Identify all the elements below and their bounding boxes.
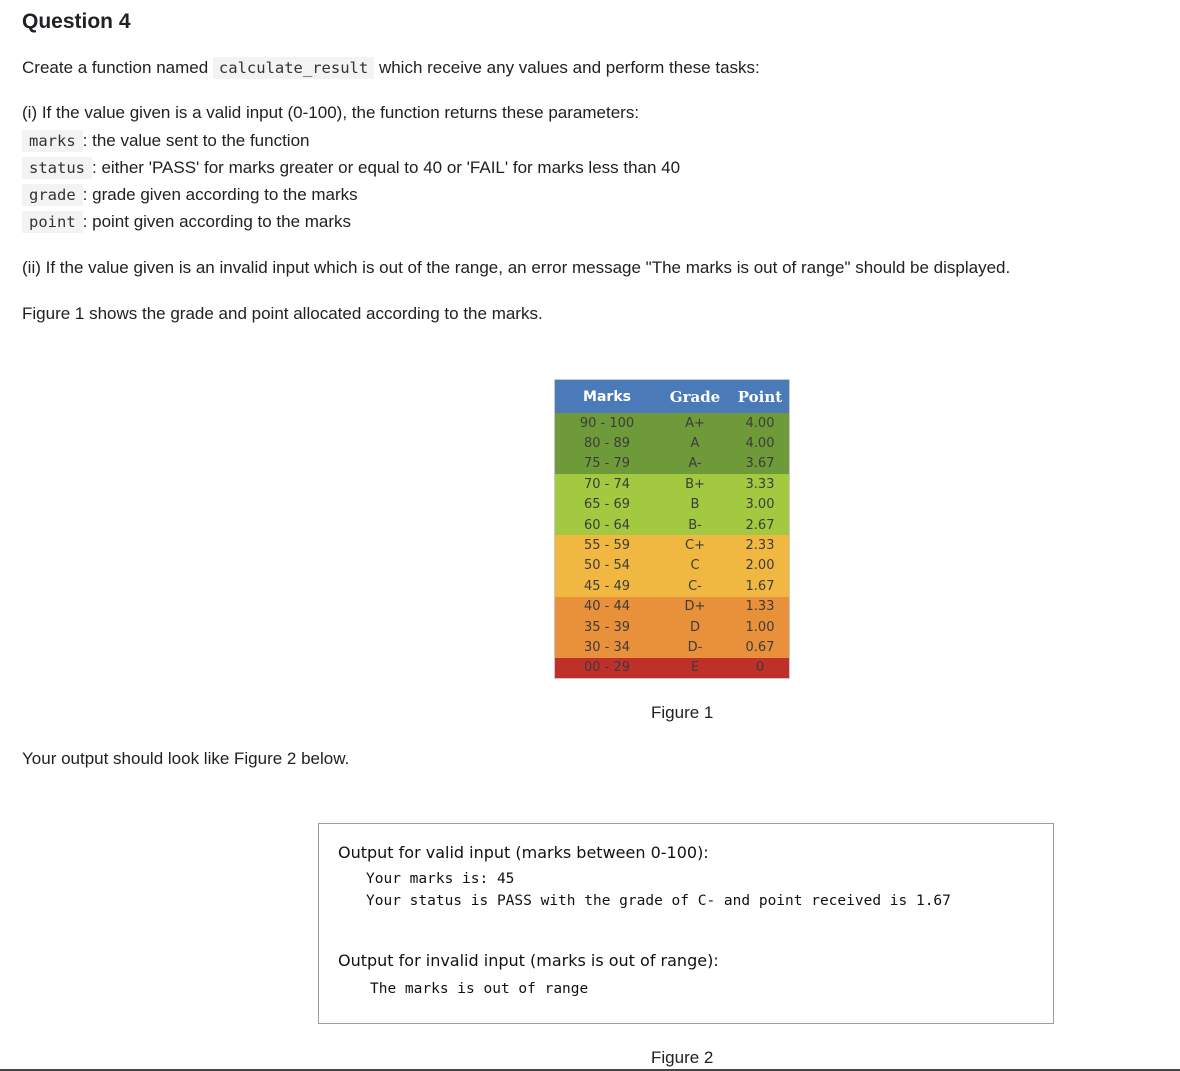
param-name: marks bbox=[22, 130, 83, 152]
invalid-output-line1: The marks is out of range bbox=[370, 981, 589, 997]
grade-row bbox=[555, 515, 789, 535]
point-cell: 3.67 bbox=[745, 456, 775, 472]
figure2-caption: Figure 2 bbox=[651, 1048, 714, 1067]
grade-row bbox=[555, 433, 789, 453]
point-cell: 3.33 bbox=[745, 476, 775, 492]
header-marks: Marks bbox=[583, 388, 631, 405]
grade-table bbox=[554, 379, 790, 679]
intro-line bbox=[22, 57, 760, 79]
param-marks bbox=[22, 129, 310, 153]
param-name: status bbox=[22, 157, 92, 179]
grade-table-header bbox=[555, 380, 789, 413]
header-point: Point bbox=[737, 387, 783, 406]
marks-cell: 70 - 74 bbox=[583, 476, 631, 492]
grade-row bbox=[555, 658, 789, 678]
marks-cell: 55 - 59 bbox=[583, 538, 631, 554]
point-cell: 0 bbox=[755, 660, 765, 676]
part-i-text: (i) If the value given is a valid input (0-100), the function returns these parameters: bbox=[22, 103, 640, 122]
param-grade bbox=[22, 183, 358, 207]
point-cell: 2.33 bbox=[745, 538, 775, 554]
valid-output-line2: Your status is PASS with the grade of C- and point received is 1.67 bbox=[366, 893, 951, 909]
marks-cell: 60 - 64 bbox=[583, 517, 631, 533]
param-desc: : either 'PASS' for marks greater or equal to 40 or 'FAIL' for marks less than 40 bbox=[92, 158, 681, 177]
param-point bbox=[22, 210, 351, 234]
marks-cell: 90 - 100 bbox=[579, 415, 635, 431]
point-cell: 2.67 bbox=[745, 517, 775, 533]
grade-cell: A+ bbox=[685, 415, 705, 431]
param-desc: : the value sent to the function bbox=[82, 131, 310, 150]
point-cell: 1.00 bbox=[745, 619, 775, 635]
grade-row bbox=[555, 495, 789, 515]
param-status bbox=[22, 156, 680, 180]
param-desc: : point given according to the marks bbox=[82, 212, 352, 231]
grade-row bbox=[555, 535, 789, 555]
marks-cell: 35 - 39 bbox=[583, 619, 631, 635]
marks-cell: 75 - 79 bbox=[583, 456, 631, 472]
grade-cell: D- bbox=[687, 639, 703, 655]
grade-cell: D+ bbox=[684, 599, 706, 615]
marks-cell: 80 - 89 bbox=[583, 436, 631, 452]
marks-cell: 50 - 54 bbox=[583, 558, 631, 574]
point-cell: 3.00 bbox=[745, 497, 775, 513]
intro-prefix: Create a function named bbox=[22, 58, 209, 77]
function-name-code: calculate_result bbox=[213, 57, 374, 79]
marks-cell: 45 - 49 bbox=[583, 578, 631, 594]
part-ii-text: (ii) If the value given is an invalid input which is out of the range, an error message "The marks is out of range" should be displayed. bbox=[22, 258, 1011, 277]
marks-cell: 40 - 44 bbox=[583, 599, 631, 615]
grade-row bbox=[555, 597, 789, 617]
point-cell: 4.00 bbox=[745, 415, 775, 431]
grade-row bbox=[555, 454, 789, 474]
grade-cell: C- bbox=[688, 578, 702, 594]
point-cell: 0.67 bbox=[745, 639, 775, 655]
valid-output-heading: Output for valid input (marks between 0-100): bbox=[338, 843, 709, 862]
param-name: point bbox=[22, 211, 83, 233]
figure1-intro: Figure 1 shows the grade and point allocated according to the marks. bbox=[22, 304, 543, 323]
marks-cell: 30 - 34 bbox=[583, 639, 631, 655]
grade-cell: C bbox=[690, 558, 700, 574]
point-cell: 1.67 bbox=[745, 578, 775, 594]
marks-cell: 00 - 29 bbox=[583, 660, 631, 676]
grade-cell: A bbox=[690, 436, 700, 452]
marks-cell: 65 - 69 bbox=[583, 497, 631, 513]
grade-row bbox=[555, 637, 789, 657]
figure1-caption: Figure 1 bbox=[651, 703, 714, 722]
question-title: Question 4 bbox=[22, 10, 131, 33]
figure2-intro: Your output should look like Figure 2 below. bbox=[22, 749, 350, 768]
intro-suffix: which receive any values and perform these tasks: bbox=[378, 58, 760, 77]
grade-cell: D bbox=[689, 619, 700, 635]
grade-row bbox=[555, 474, 789, 494]
header-grade: Grade bbox=[669, 387, 721, 406]
point-cell: 1.33 bbox=[745, 599, 775, 615]
param-name: grade bbox=[22, 184, 83, 206]
grade-cell: C+ bbox=[685, 538, 705, 554]
param-desc: : grade given according to the marks bbox=[82, 185, 358, 204]
grade-cell: B+ bbox=[685, 476, 705, 492]
grade-cell: E bbox=[690, 660, 700, 676]
grade-row bbox=[555, 576, 789, 596]
valid-output-line1: Your marks is: 45 bbox=[366, 871, 515, 887]
grade-cell: A- bbox=[688, 456, 702, 472]
grade-row bbox=[555, 413, 789, 433]
output-example-box bbox=[318, 823, 1054, 1024]
grade-table-body bbox=[555, 413, 789, 678]
grade-row bbox=[555, 556, 789, 576]
invalid-output-heading: Output for invalid input (marks is out of range): bbox=[338, 951, 719, 970]
grade-row bbox=[555, 617, 789, 637]
grade-cell: B bbox=[690, 497, 700, 513]
grade-cell: B- bbox=[688, 517, 702, 533]
point-cell: 2.00 bbox=[745, 558, 775, 574]
point-cell: 4.00 bbox=[745, 436, 775, 452]
